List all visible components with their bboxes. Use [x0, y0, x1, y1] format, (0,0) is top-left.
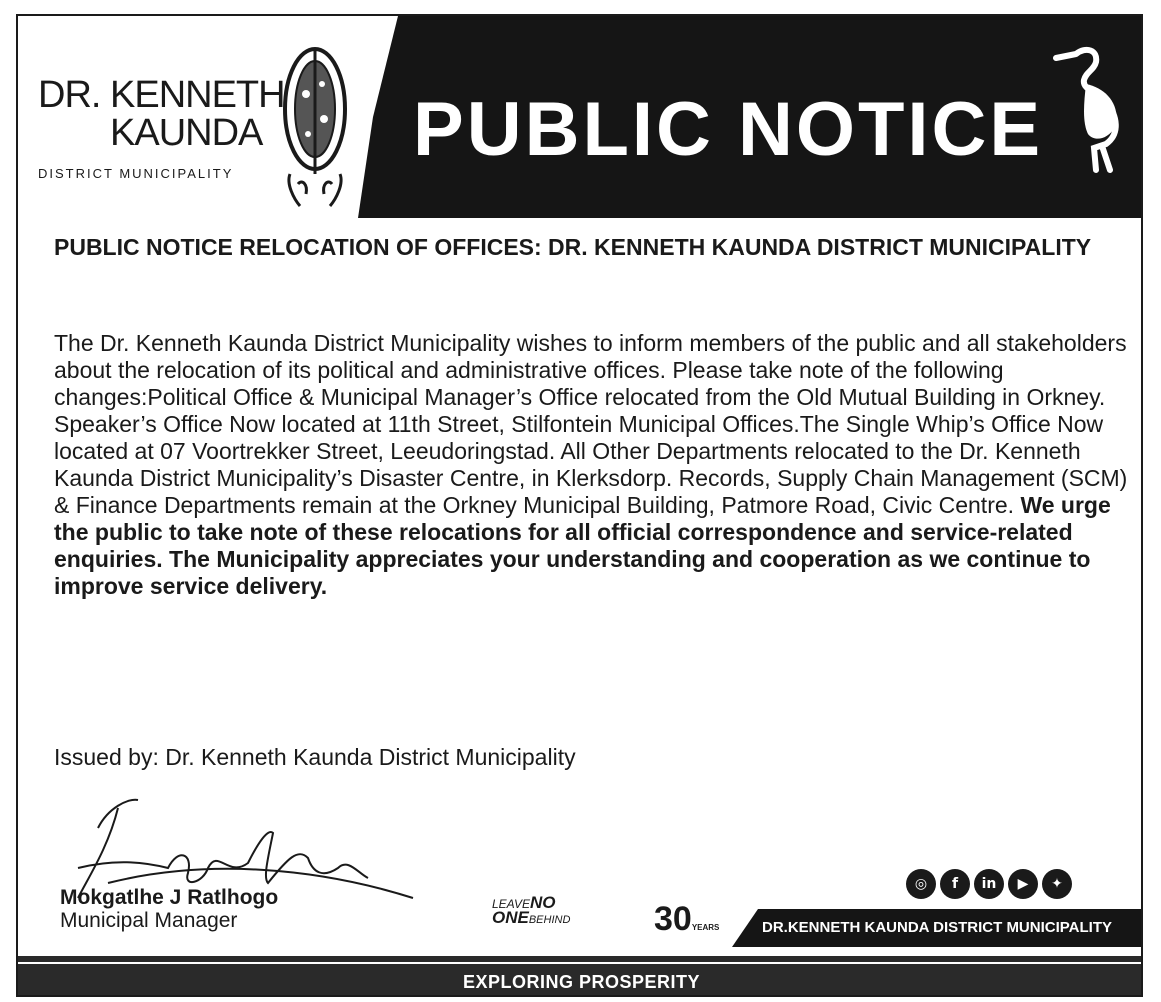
footer-slogan: EXPLORING PROSPERITY [462, 972, 701, 992]
signatory-title: Municipal Manager [60, 909, 238, 932]
logo-name-line1: DR. KENNETH [38, 74, 285, 116]
one-word: ONE [492, 908, 529, 927]
footer-rule [18, 962, 1143, 964]
logo-subtitle: DISTRICT MUNICIPALITY [38, 166, 234, 181]
instagram-icon[interactable]: ◎ [906, 869, 936, 899]
banner-title: PUBLIC NOTICE [413, 87, 1044, 172]
years-word: YEARS [691, 923, 720, 932]
linkedin-icon[interactable]: in [974, 869, 1004, 899]
twitter-icon[interactable]: ✦ [1042, 869, 1072, 899]
notice-body-bold: We urge the public to take note of these relocations for all official correspondence and service-related enquiries. The Municipality appreciates your understanding and cooperation as we continue to improve service delivery. [54, 492, 1111, 599]
30-years-logo [654, 900, 719, 939]
municipal-emblem-icon [276, 34, 354, 212]
notice-body-regular: The Dr. Kenneth Kaunda District Municipality wishes to inform members of the public and all stakeholders about the relocation of its political and administrative offices. Please take note of the following changes:Political Office & Municipal Manager’s Office relocated from the Old Mutual Building in Orkney. Speaker’s Office Now located at 11th Street, Stilfontein Municipal Offices.The Single Whip’s Office Now located at 07 Voortrekker Street, Leeudoringstad. All Other Departments relocated to the Dr. Kenneth Kaunda District Municipality’s Disaster Centre, in Klerksdorp. Records, Supply Chain Management (SCM) & Finance Departments remain at the Orkney Municipal Building, Patmore Road, Civic Centre. [54, 330, 1128, 518]
notice-frame [16, 14, 1143, 997]
logo-name-line2: KAUNDA [110, 112, 263, 154]
leave-no-one-behind-logo [492, 893, 571, 927]
heron-icon [1046, 44, 1136, 174]
issued-by: Issued by: Dr. Kenneth Kaunda District Municipality [54, 744, 576, 770]
notice-body [54, 330, 1143, 600]
behind-word: BEHIND [528, 914, 571, 926]
leave-word: LEAVE [492, 897, 531, 911]
facebook-icon[interactable]: f [940, 869, 970, 899]
no-word: NO [530, 893, 556, 912]
years-number: 30 [654, 900, 692, 938]
youtube-icon[interactable]: ▶ [1008, 869, 1038, 899]
municipality-bar-text: DR.KENNETH KAUNDA DISTRICT MUNICIPALITY [762, 919, 1112, 936]
footer-band [18, 956, 1143, 997]
social-icons [906, 869, 1072, 899]
signatory-name: Mokgatlhe J Ratlhogo [60, 886, 279, 909]
notice-heading: PUBLIC NOTICE RELOCATION OF OFFICES: DR. KENNETH KAUNDA DISTRICT MUNICIPALITY [54, 234, 1092, 260]
